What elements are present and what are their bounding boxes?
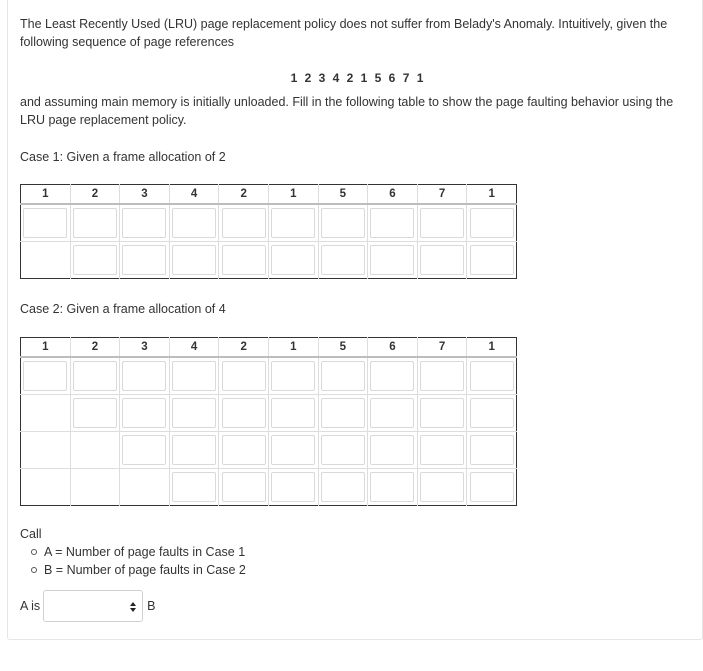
frame-cell-input[interactable] bbox=[73, 398, 117, 428]
answer-suffix: B bbox=[147, 599, 156, 613]
call-definitions-list bbox=[20, 543, 246, 579]
frame-cell-input[interactable] bbox=[470, 245, 514, 275]
frame-cell-input[interactable] bbox=[420, 361, 464, 391]
frame-cell-input[interactable] bbox=[73, 208, 117, 238]
empty-cell bbox=[21, 432, 71, 469]
case1-header-cell: 3 bbox=[120, 185, 170, 205]
case1-header-cell: 7 bbox=[417, 185, 467, 205]
frame-cell-input[interactable] bbox=[122, 245, 166, 275]
frame-cell-input[interactable] bbox=[73, 361, 117, 391]
question-instructions: and assuming main memory is initially unloaded. Fill in the following table to show the page faulting behavior using the LRU page replacement policy. bbox=[20, 95, 674, 127]
case1-header-cell: 5 bbox=[318, 185, 368, 205]
frame-cell-input[interactable] bbox=[370, 435, 414, 465]
frame-cell-input[interactable] bbox=[271, 361, 315, 391]
frame-cell-input[interactable] bbox=[172, 435, 216, 465]
frame-cell-input[interactable] bbox=[172, 472, 216, 502]
frame-cell-input[interactable] bbox=[370, 245, 414, 275]
case2-header-row bbox=[21, 338, 517, 358]
frame-cell-input[interactable] bbox=[271, 435, 315, 465]
case2-frame-row-4 bbox=[21, 469, 517, 506]
case1-header-cell: 1 bbox=[21, 185, 71, 205]
frame-cell-input[interactable] bbox=[420, 208, 464, 238]
list-item: B = Number of page faults in Case 2 bbox=[20, 561, 246, 579]
frame-cell-input[interactable] bbox=[321, 208, 365, 238]
frame-cell-input[interactable] bbox=[321, 245, 365, 275]
frame-cell-input[interactable] bbox=[222, 435, 266, 465]
case1-frame-row-1 bbox=[21, 204, 517, 242]
case2-header-cell: 4 bbox=[169, 338, 219, 358]
case1-frame-row-2 bbox=[21, 242, 517, 279]
frame-cell-input[interactable] bbox=[470, 472, 514, 502]
case1-header-cell: 4 bbox=[169, 185, 219, 205]
frame-cell-input[interactable] bbox=[470, 398, 514, 428]
case2-table bbox=[20, 337, 517, 506]
answer-row bbox=[20, 589, 156, 623]
frame-cell-input[interactable] bbox=[321, 435, 365, 465]
frame-cell-input[interactable] bbox=[222, 361, 266, 391]
frame-cell-input[interactable] bbox=[370, 208, 414, 238]
frame-cell-input[interactable] bbox=[370, 361, 414, 391]
frame-cell-input[interactable] bbox=[122, 208, 166, 238]
frame-cell-input[interactable] bbox=[172, 208, 216, 238]
case2-header-cell: 1 bbox=[268, 338, 318, 358]
frame-cell-input[interactable] bbox=[23, 208, 67, 238]
case1-header-cell: 1 bbox=[268, 185, 318, 205]
empty-cell bbox=[70, 432, 120, 469]
comparison-select[interactable] bbox=[43, 590, 143, 622]
frame-cell-input[interactable] bbox=[420, 245, 464, 275]
frame-cell-input[interactable] bbox=[172, 245, 216, 275]
frame-cell-input[interactable] bbox=[172, 361, 216, 391]
case1-header-cell: 1 bbox=[467, 185, 517, 205]
case2-header-cell: 3 bbox=[120, 338, 170, 358]
case2-header-cell: 1 bbox=[21, 338, 71, 358]
frame-cell-input[interactable] bbox=[271, 398, 315, 428]
empty-cell bbox=[21, 242, 71, 279]
frame-cell-input[interactable] bbox=[122, 361, 166, 391]
frame-cell-input[interactable] bbox=[470, 361, 514, 391]
case1-header-cell: 6 bbox=[368, 185, 418, 205]
frame-cell-input[interactable] bbox=[222, 245, 266, 275]
frame-cell-input[interactable] bbox=[470, 435, 514, 465]
call-label: Call bbox=[20, 527, 42, 541]
frame-cell-input[interactable] bbox=[271, 208, 315, 238]
frame-cell-input[interactable] bbox=[420, 435, 464, 465]
case1-header-cell: 2 bbox=[70, 185, 120, 205]
frame-cell-input[interactable] bbox=[172, 398, 216, 428]
case2-header-cell: 7 bbox=[417, 338, 467, 358]
frame-cell-input[interactable] bbox=[271, 245, 315, 275]
frame-cell-input[interactable] bbox=[73, 245, 117, 275]
frame-cell-input[interactable] bbox=[370, 398, 414, 428]
case2-header-cell: 1 bbox=[467, 338, 517, 358]
answer-prefix: A is bbox=[20, 599, 41, 613]
case2-frame-row-1 bbox=[21, 357, 517, 395]
frame-cell-input[interactable] bbox=[122, 398, 166, 428]
frame-cell-input[interactable] bbox=[222, 472, 266, 502]
case2-header-cell: 6 bbox=[368, 338, 418, 358]
empty-cell bbox=[70, 469, 120, 506]
case2-header-cell: 2 bbox=[70, 338, 120, 358]
frame-cell-input[interactable] bbox=[321, 361, 365, 391]
case2-label: Case 2: Given a frame allocation of 4 bbox=[20, 302, 226, 316]
page-reference-sequence: 1 2 3 4 2 1 5 6 7 1 bbox=[290, 71, 426, 85]
frame-cell-input[interactable] bbox=[271, 472, 315, 502]
frame-cell-input[interactable] bbox=[470, 208, 514, 238]
empty-cell bbox=[21, 469, 71, 506]
frame-cell-input[interactable] bbox=[23, 361, 67, 391]
frame-cell-input[interactable] bbox=[321, 472, 365, 502]
case2-header-cell: 2 bbox=[219, 338, 269, 358]
frame-cell-input[interactable] bbox=[420, 398, 464, 428]
frame-cell-input[interactable] bbox=[370, 472, 414, 502]
frame-cell-input[interactable] bbox=[222, 208, 266, 238]
case2-frame-row-3 bbox=[21, 432, 517, 469]
case1-header-cell: 2 bbox=[219, 185, 269, 205]
case1-table bbox=[20, 184, 517, 279]
frame-cell-input[interactable] bbox=[420, 472, 464, 502]
frame-cell-input[interactable] bbox=[122, 435, 166, 465]
empty-cell bbox=[21, 395, 71, 432]
case1-header-row bbox=[21, 185, 517, 205]
case2-header-cell: 5 bbox=[318, 338, 368, 358]
list-item: A = Number of page faults in Case 1 bbox=[20, 543, 246, 561]
frame-cell-input[interactable] bbox=[321, 398, 365, 428]
case1-label: Case 1: Given a frame allocation of 2 bbox=[20, 150, 226, 164]
case2-frame-row-2 bbox=[21, 395, 517, 432]
question-intro: The Least Recently Used (LRU) page replacement policy does not suffer from Belady's Anomaly. Intuitively, given the following sequence of page references bbox=[20, 17, 668, 49]
frame-cell-input[interactable] bbox=[222, 398, 266, 428]
empty-cell bbox=[120, 469, 170, 506]
